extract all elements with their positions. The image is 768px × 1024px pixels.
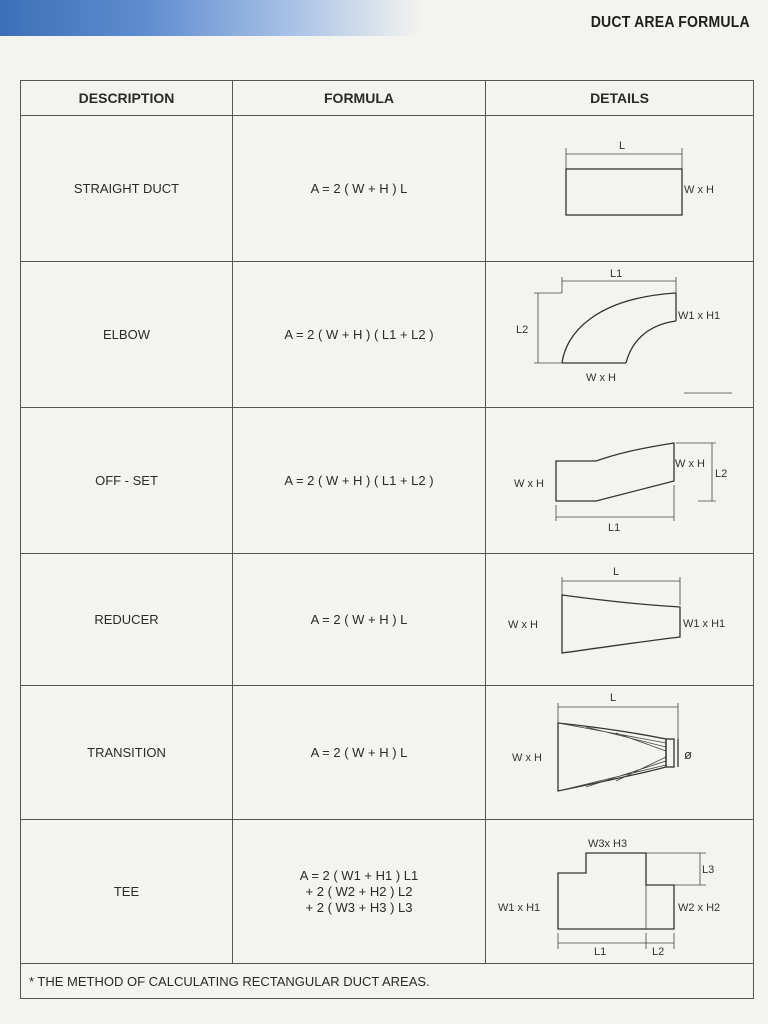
row-details xyxy=(486,262,754,408)
table-row xyxy=(21,262,754,408)
offset-l2-label: L2 xyxy=(715,467,728,480)
elbow-in-size-label: W x H xyxy=(586,371,616,384)
table-row xyxy=(21,554,754,686)
transition-l-label: L xyxy=(610,691,617,704)
page-title: DUCT AREA FORMULA xyxy=(590,14,750,31)
tee-left-size-label: W1 x H1 xyxy=(498,901,541,914)
duct-area-table xyxy=(20,80,754,999)
header-band xyxy=(0,0,420,36)
row-description: STRAIGHT DUCT xyxy=(21,116,233,262)
column-header-formula: FORMULA xyxy=(233,81,486,116)
transition-out-size-label: ø xyxy=(684,746,692,762)
row-formula xyxy=(233,686,486,820)
tee-l2-label: L2 xyxy=(652,945,665,958)
row-formula xyxy=(233,262,486,408)
row-formula xyxy=(233,116,486,262)
transition-in-size-label: W x H xyxy=(512,751,542,764)
elbow-l2-label: L2 xyxy=(516,323,529,336)
reducer-in-size-label: W x H xyxy=(508,618,538,631)
table-row xyxy=(21,408,754,554)
row-formula xyxy=(233,554,486,686)
formula-line: A = 2 ( W + H ) L xyxy=(310,180,408,196)
table-header-row xyxy=(21,81,754,116)
offset-diagram xyxy=(486,409,752,553)
reducer-out-size-label: W1 x H1 xyxy=(683,617,726,630)
footnote: * THE METHOD OF CALCULATING RECTANGULAR DUCT AREAS. xyxy=(21,964,754,999)
tee-l1-label: L1 xyxy=(594,945,607,958)
row-details xyxy=(486,408,754,554)
table-row xyxy=(21,686,754,820)
column-header-description: DESCRIPTION xyxy=(21,81,233,116)
offset-in-size-label: W x H xyxy=(514,477,544,490)
formula-line: A = 2 ( W1 + H1 ) L1 xyxy=(299,867,419,883)
tee-top-size-label: W3x H3 xyxy=(588,837,628,850)
reducer-diagram xyxy=(486,555,752,685)
elbow-diagram xyxy=(486,263,752,407)
formula-line: + 2 ( W2 + H2 ) L2 xyxy=(305,883,413,899)
formula-line: A = 2 ( W + H ) L xyxy=(310,744,408,760)
row-description: REDUCER xyxy=(21,554,233,686)
offset-out-size-label: W x H xyxy=(675,457,705,470)
size-label: W x H xyxy=(684,183,714,196)
reducer-l-label: L xyxy=(613,565,620,578)
formula-line: A = 2 ( W + H ) ( L1 + L2 ) xyxy=(284,326,434,342)
transition-diagram xyxy=(486,687,752,819)
formula-line: A = 2 ( W + H ) ( L1 + L2 ) xyxy=(284,472,434,488)
formula-line: A = 2 ( W + H ) L xyxy=(310,611,408,627)
table-row xyxy=(21,116,754,262)
tee-diagram xyxy=(486,821,752,963)
row-formula xyxy=(233,408,486,554)
row-details xyxy=(486,686,754,820)
straight-duct-diagram xyxy=(486,117,752,261)
row-details xyxy=(486,116,754,262)
elbow-out-size-label: W1 x H1 xyxy=(678,309,721,322)
row-description: TEE xyxy=(21,820,233,964)
elbow-l1-label: L1 xyxy=(610,267,623,280)
row-description: OFF - SET xyxy=(21,408,233,554)
row-details xyxy=(486,820,754,964)
row-formula xyxy=(233,820,486,964)
row-description: TRANSITION xyxy=(21,686,233,820)
row-description: ELBOW xyxy=(21,262,233,408)
row-details xyxy=(486,554,754,686)
tee-l3-label: L3 xyxy=(702,863,715,876)
offset-l1-label: L1 xyxy=(608,521,621,534)
table-row xyxy=(21,820,754,964)
length-label: L xyxy=(619,139,626,152)
formula-line: + 2 ( W3 + H3 ) L3 xyxy=(305,899,413,915)
table-note-row xyxy=(21,964,754,999)
tee-right-size-label: W2 x H2 xyxy=(678,901,721,914)
column-header-details: DETAILS xyxy=(486,81,754,116)
